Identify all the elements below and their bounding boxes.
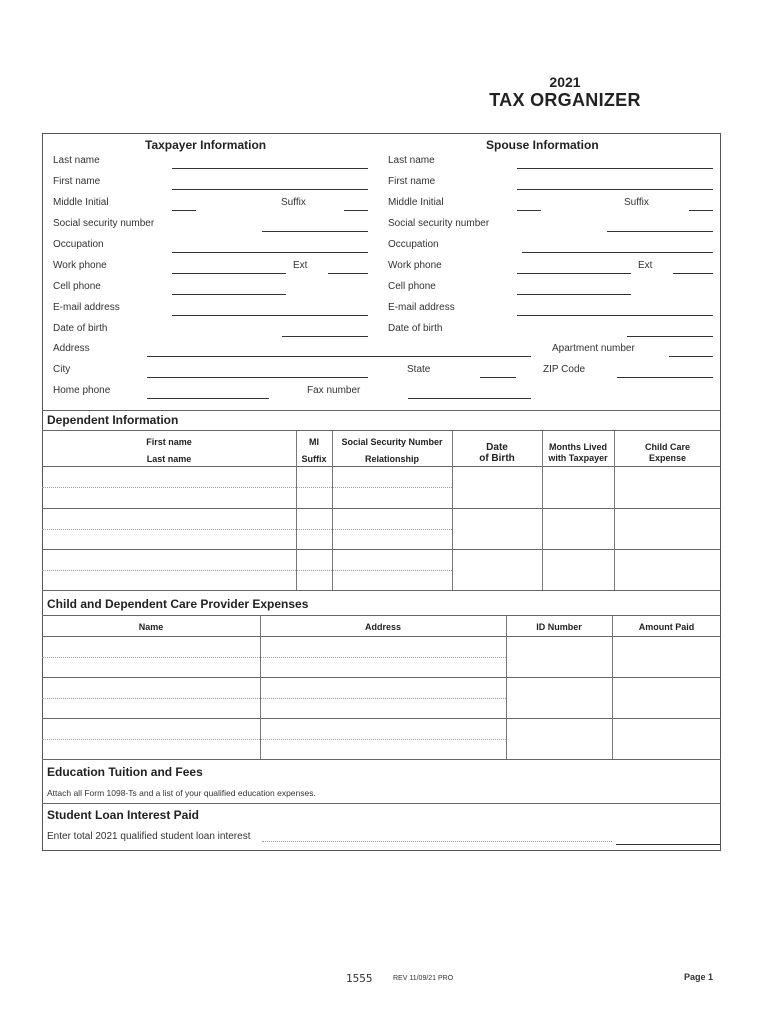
prov-grid-line: [42, 718, 721, 719]
home-phone-field[interactable]: [147, 398, 269, 399]
taxpayer-occupation-field[interactable]: [172, 252, 368, 253]
taxpayer-cell-phone-label: Cell phone: [53, 281, 101, 292]
dependents-heading: Dependent Information: [47, 413, 179, 427]
student-loan-amount-field[interactable]: [616, 844, 720, 845]
dep-col-ssn: Social Security Number: [341, 437, 443, 447]
dep-col-last: Last name: [146, 454, 192, 464]
dep-col-suffix: Suffix: [301, 454, 327, 464]
spouse-ssn-field[interactable]: [607, 231, 713, 232]
spouse-suffix-field[interactable]: [689, 210, 713, 211]
prov-grid-col: [260, 616, 261, 759]
prov-col-id: ID Number: [536, 622, 582, 632]
state-label: State: [407, 364, 431, 375]
city-field[interactable]: [147, 377, 368, 378]
taxpayer-occupation-label: Occupation: [53, 239, 104, 250]
spouse-ssn-label: Social security number: [388, 218, 490, 229]
zip-label: ZIP Code: [543, 364, 586, 375]
dep-col-first: First name: [146, 437, 192, 447]
education-note: Attach all Form 1098-Ts and a list of your qualified education expenses.: [47, 788, 316, 798]
prov-grid-col: [506, 616, 507, 759]
dep-grid-line: [42, 466, 721, 467]
student-loan-heading: Student Loan Interest Paid: [47, 808, 200, 822]
dep-col-with-taxpayer: with Taxpayer: [548, 453, 608, 463]
taxpayer-middle-initial-label: Middle Initial: [53, 197, 109, 208]
dep-grid-col: [296, 431, 297, 590]
dep-col-of-birth: of Birth: [479, 453, 515, 464]
apartment-field[interactable]: [669, 356, 713, 357]
dep-grid-line: [42, 590, 721, 591]
dep-grid-col: [542, 431, 543, 590]
taxpayer-cell-phone-field[interactable]: [172, 294, 286, 295]
prov-grid-line: [42, 677, 721, 678]
dep-col-child-care: Child Care: [644, 442, 690, 452]
fax-field[interactable]: [408, 398, 531, 399]
dep-col-mi: MI: [309, 437, 319, 447]
spouse-ext-label: Ext: [638, 260, 653, 271]
page-number: Page 1: [684, 972, 714, 982]
education-heading: Education Tuition and Fees: [47, 765, 203, 779]
spouse-cell-phone-field[interactable]: [517, 294, 631, 295]
spouse-middle-initial-label: Middle Initial: [388, 197, 444, 208]
dep-grid-line: [42, 549, 721, 550]
divider: [42, 803, 721, 804]
spouse-email-label: E-mail address: [388, 302, 455, 313]
taxpayer-last-name-label: Last name: [53, 155, 100, 166]
providers-heading: Child and Dependent Care Provider Expenses: [47, 597, 309, 611]
taxpayer-email-label: E-mail address: [53, 302, 120, 313]
dep-row-dots: [42, 529, 452, 530]
divider: [42, 410, 721, 411]
taxpayer-first-name-label: First name: [53, 176, 101, 187]
spouse-dob-field[interactable]: [627, 336, 713, 337]
student-loan-leader-dots: [262, 841, 612, 842]
taxpayer-ssn-field[interactable]: [262, 231, 368, 232]
divider: [42, 615, 721, 616]
spouse-heading: Spouse Information: [486, 138, 599, 152]
taxpayer-dob-label: Date of birth: [53, 323, 108, 334]
revision: REV 11/09/21 PRO: [393, 975, 454, 982]
prov-col-name: Name: [138, 622, 164, 632]
city-label: City: [53, 364, 71, 375]
zip-field[interactable]: [617, 377, 713, 378]
dep-row-dots: [42, 487, 452, 488]
spouse-last-name-field[interactable]: [517, 168, 713, 169]
spouse-suffix-label: Suffix: [624, 197, 649, 208]
spouse-email-field[interactable]: [517, 315, 713, 316]
taxpayer-heading: Taxpayer Information: [145, 138, 267, 152]
prov-grid-line: [42, 759, 721, 760]
spouse-work-phone-field[interactable]: [517, 273, 631, 274]
state-field[interactable]: [480, 377, 516, 378]
taxpayer-suffix-label: Suffix: [281, 197, 306, 208]
address-field[interactable]: [147, 356, 531, 357]
dep-grid-col: [614, 431, 615, 590]
spouse-first-name-label: First name: [388, 176, 436, 187]
taxpayer-work-phone-label: Work phone: [53, 260, 107, 271]
taxpayer-ext-label: Ext: [293, 260, 308, 271]
form-number: 1555: [346, 972, 373, 985]
address-label: Address: [53, 343, 90, 354]
taxpayer-last-name-field[interactable]: [172, 168, 368, 169]
prov-col-amount: Amount Paid: [638, 622, 695, 632]
prov-row-dots: [42, 739, 506, 740]
taxpayer-ext-field[interactable]: [328, 273, 368, 274]
taxpayer-ssn-label: Social security number: [53, 218, 155, 229]
fax-label: Fax number: [307, 385, 361, 396]
prov-row-dots: [42, 698, 506, 699]
spouse-ext-field[interactable]: [673, 273, 713, 274]
form-year: 2021: [549, 74, 581, 90]
dep-col-relationship: Relationship: [364, 454, 419, 464]
spouse-occupation-label: Occupation: [388, 239, 439, 250]
spouse-last-name-label: Last name: [388, 155, 435, 166]
prov-col-address: Address: [364, 622, 401, 632]
dep-row-dots: [42, 570, 452, 571]
dep-grid-col: [332, 431, 333, 590]
form-frame: [42, 133, 721, 851]
spouse-occupation-field[interactable]: [522, 252, 713, 253]
student-loan-label: Enter total 2021 qualified student loan interest: [47, 831, 251, 842]
dep-col-expense: Expense: [648, 453, 687, 463]
spouse-middle-initial-field[interactable]: [517, 210, 541, 211]
dep-col-months: Months Lived: [549, 442, 607, 452]
taxpayer-middle-initial-field[interactable]: [172, 210, 196, 211]
spouse-cell-phone-label: Cell phone: [388, 281, 436, 292]
apartment-label: Apartment number: [552, 343, 635, 354]
form-title: TAX ORGANIZER: [489, 90, 641, 110]
prov-row-dots: [42, 657, 506, 658]
prov-grid-line: [42, 636, 721, 637]
divider: [42, 430, 721, 431]
spouse-work-phone-label: Work phone: [388, 260, 442, 271]
dep-grid-col: [452, 431, 453, 590]
taxpayer-work-phone-field[interactable]: [172, 273, 286, 274]
spouse-first-name-field[interactable]: [517, 189, 713, 190]
dep-col-date: Date: [486, 442, 508, 453]
taxpayer-first-name-field[interactable]: [172, 189, 368, 190]
taxpayer-dob-field[interactable]: [282, 336, 368, 337]
dep-grid-line: [42, 508, 721, 509]
home-phone-label: Home phone: [53, 385, 111, 396]
taxpayer-suffix-field[interactable]: [344, 210, 368, 211]
prov-grid-col: [612, 616, 613, 759]
spouse-dob-label: Date of birth: [388, 323, 443, 334]
taxpayer-email-field[interactable]: [172, 315, 368, 316]
